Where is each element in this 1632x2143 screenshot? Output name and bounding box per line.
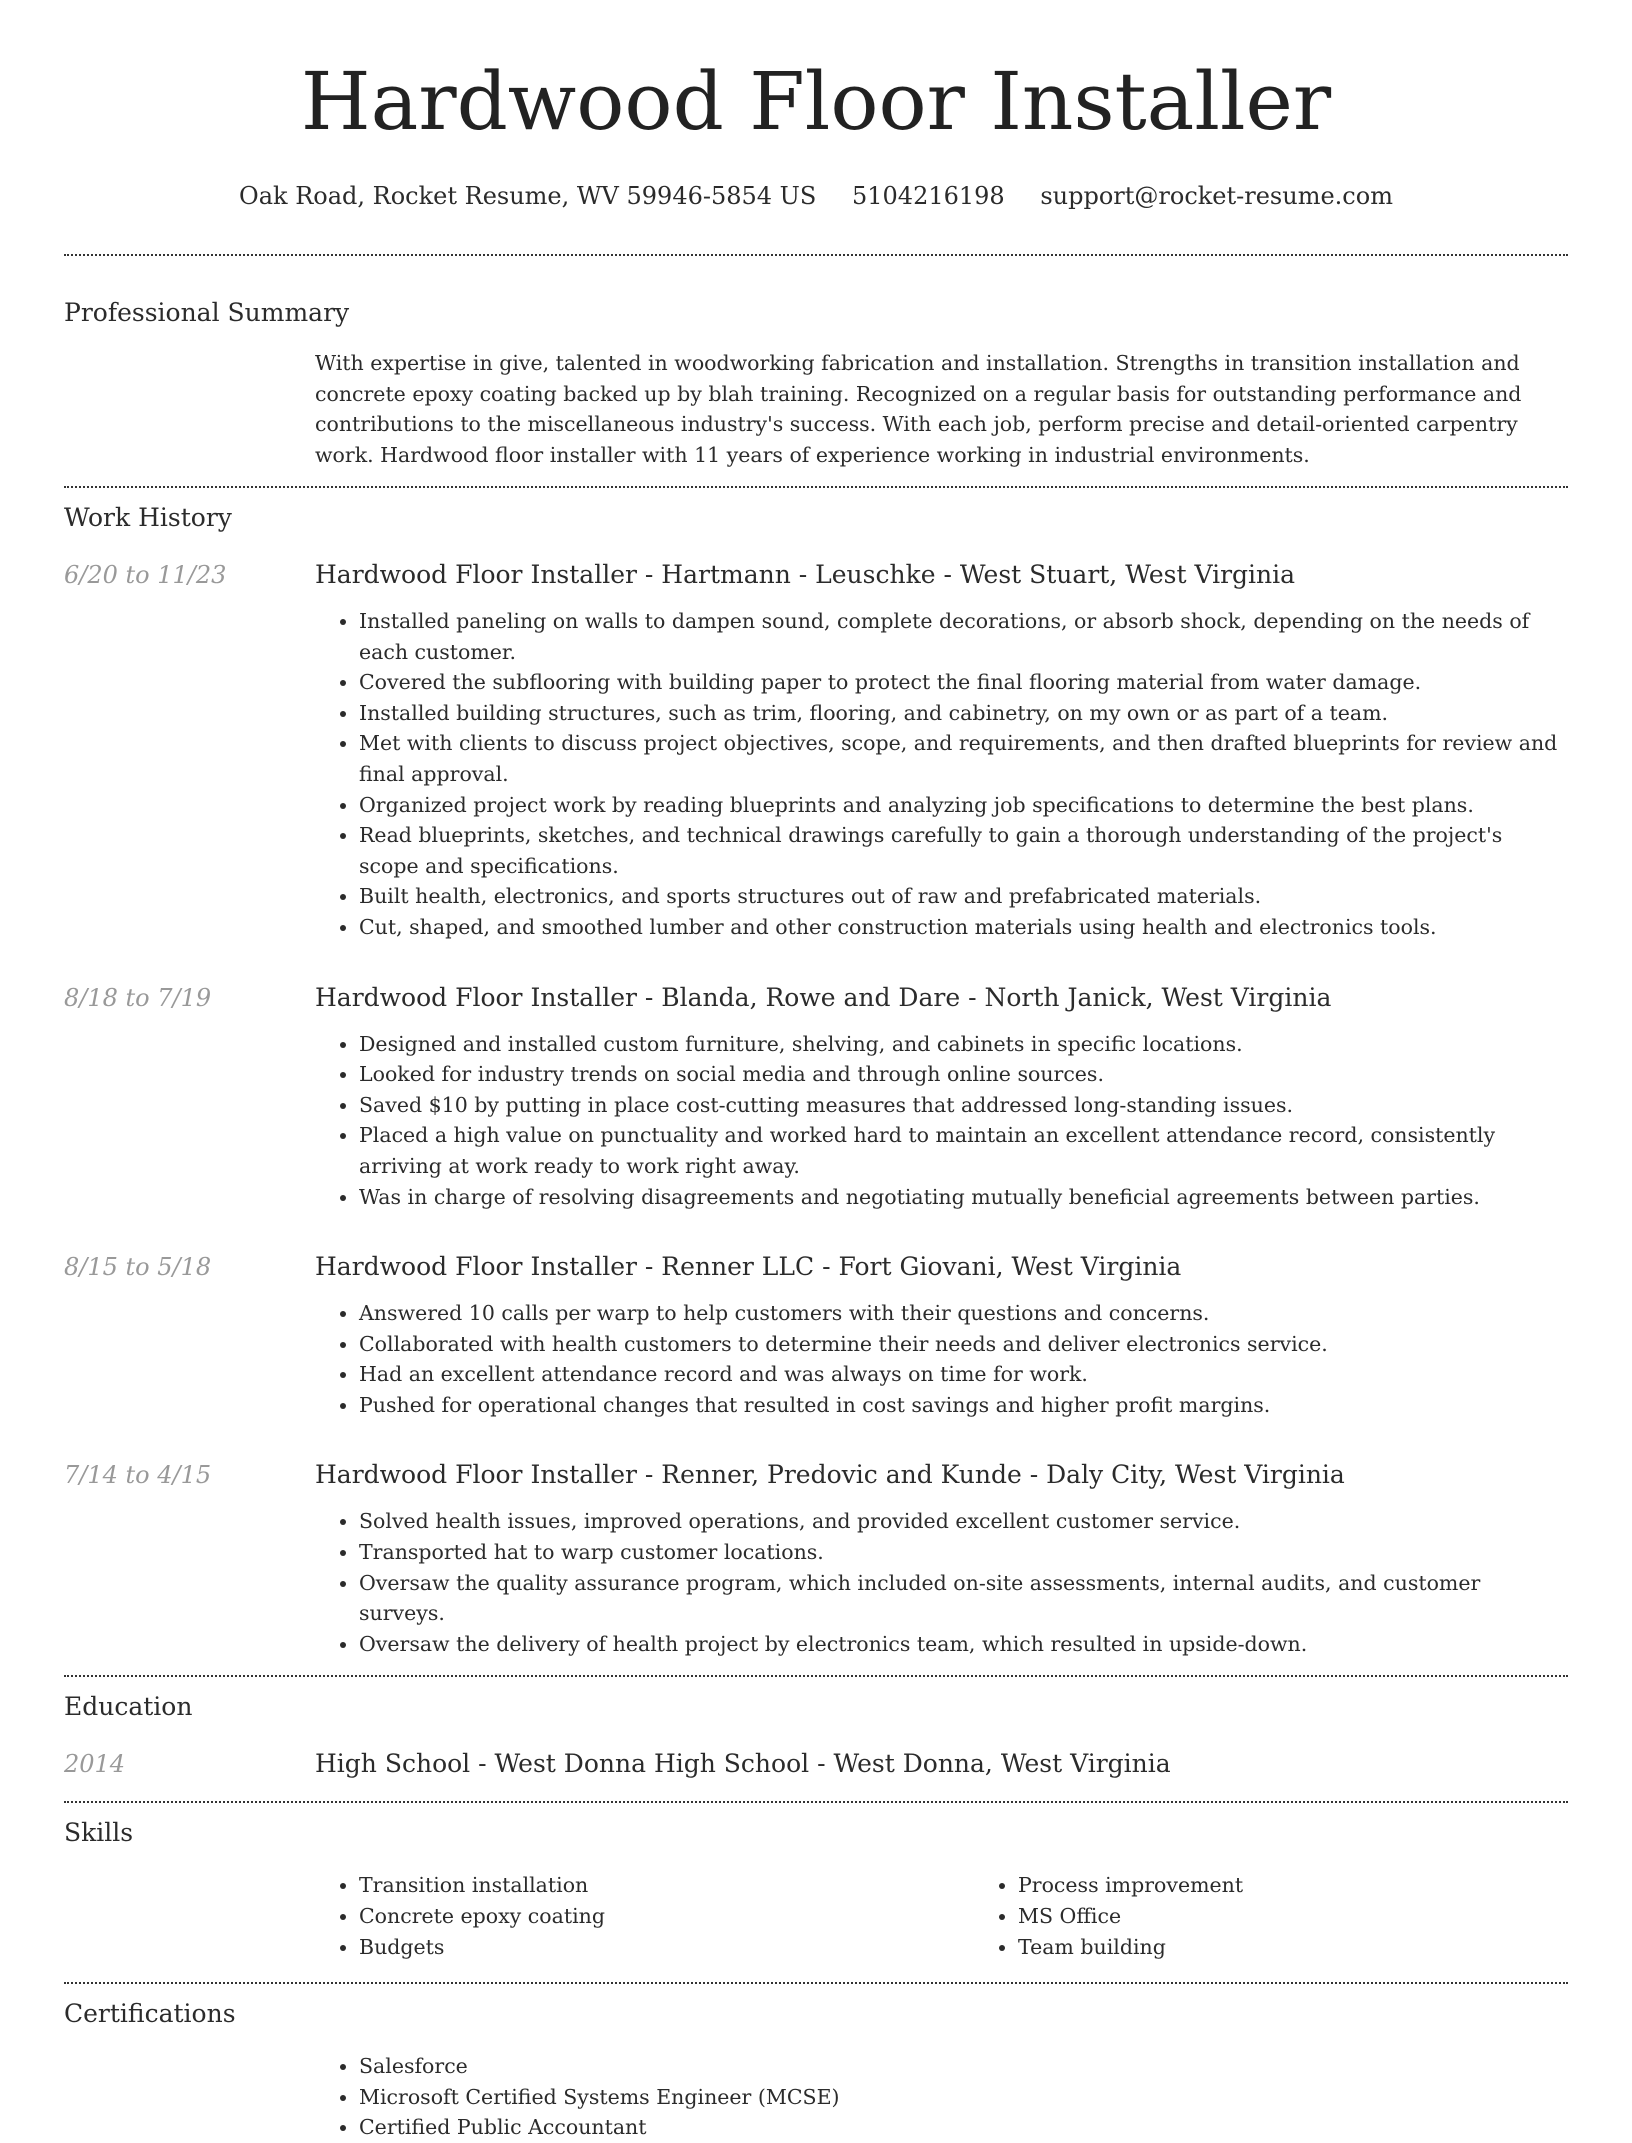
- job-entry: [64, 981, 1568, 1213]
- summary-row: [64, 348, 1568, 470]
- list-item: • Cut, shaped, and smoothed lumber and other construction materials using health and electronics tools.: [359, 912, 1568, 943]
- list-item: • Collaborated with health customers to determine their needs and deliver electronics service.: [359, 1329, 1568, 1360]
- certifications-left-spacer: [64, 2051, 315, 2143]
- list-item: • MS Office: [1018, 1901, 1632, 1932]
- job-title: Hardwood Floor Installer - Renner LLC - Fort Giovani, West Virginia: [315, 1252, 1182, 1282]
- skills-list-right: [974, 1870, 1632, 1962]
- job-bullets: [315, 606, 1568, 943]
- list-item: • Installed building structures, such as trim, flooring, and cabinetry, on my own or as part of a team.: [359, 698, 1568, 729]
- education-entry: [64, 1747, 1568, 1781]
- certifications-heading: Certifications: [64, 1999, 236, 2029]
- list-item: • Was in charge of resolving disagreements and negotiating mutually beneficial agreements between parties.: [359, 1182, 1568, 1213]
- list-item: • Built health, electronics, and sports structures out of raw and prefabricated materials.: [359, 881, 1568, 912]
- job-dates: 6/20 to 11/23: [64, 561, 227, 589]
- work-history-heading: Work History: [64, 503, 232, 532]
- list-item: • Budgets: [359, 1932, 974, 1963]
- divider: [64, 1982, 1568, 1984]
- summary-heading: Professional Summary: [64, 298, 350, 327]
- skills-heading: Skills: [64, 1818, 134, 1848]
- contact-address: Oak Road, Rocket Resume, WV 59946-5854 US: [239, 182, 817, 210]
- education-year: 2014: [64, 1750, 126, 1779]
- job-dates: 8/18 to 7/19: [64, 983, 212, 1012]
- divider: [64, 254, 1568, 256]
- contact-email: support@rocket-resume.com: [1040, 182, 1393, 210]
- job-title: Hardwood Floor Installer - Blanda, Rowe and Dare - North Janick, West Virginia: [315, 982, 1332, 1012]
- list-item: • Process improvement: [1018, 1870, 1632, 1901]
- divider: [64, 1675, 1568, 1677]
- job-title: Hardwood Floor Installer - Hartmann - Leuschke - West Stuart, West Virginia: [315, 560, 1296, 589]
- job-title: Hardwood Floor Installer - Renner, Predovic and Kunde - Daly City, West Virginia: [315, 1460, 1345, 1490]
- resume-name: Hardwood Floor Installer: [300, 55, 1332, 148]
- list-item: • Placed a high value on punctuality and worked hard to maintain an excellent attendance record, consistently arriving at work ready to work right away.: [359, 1120, 1568, 1181]
- list-item: • Team building: [1018, 1932, 1632, 1963]
- certifications-list: [315, 2051, 1568, 2143]
- list-item: • Designed and installed custom furniture, shelving, and cabinets in specific locations.: [359, 1029, 1568, 1060]
- job-bullets: [315, 1298, 1568, 1420]
- list-item: • Covered the subflooring with building paper to protect the final flooring material from water damage.: [359, 667, 1568, 698]
- job-entry: [64, 1250, 1568, 1420]
- list-item: • Microsoft Certified Systems Engineer (MCSE): [359, 2082, 1568, 2113]
- list-item: • Oversaw the quality assurance program, which included on-site assessments, internal audits, and customer surveys.: [359, 1568, 1568, 1629]
- list-item: • Solved health issues, improved operations, and provided excellent customer service.: [359, 1506, 1568, 1537]
- list-item: • Met with clients to discuss project objectives, scope, and requirements, and then drafted blueprints for review and final approval.: [359, 728, 1568, 789]
- skills-left-spacer: [64, 1870, 315, 1962]
- list-item: • Certified Public Accountant: [359, 2112, 1568, 2143]
- job-dates: 8/15 to 5/18: [64, 1253, 212, 1282]
- summary-text: With expertise in give, talented in woodworking fabrication and installation. Strengths in transition installation and concrete epoxy coating backed up by blah training. Recognized on a regular basis for outstanding performance and contributions to the miscellaneous industry's success. With each job, perform precise and detail-oriented carpentry work. Hardwood floor installer with 11 years of experience working in industrial environments.: [315, 351, 1522, 467]
- list-item: • Answered 10 calls per warp to help customers with their questions and concerns.: [359, 1298, 1568, 1329]
- list-item: • Saved $10 by putting in place cost-cutting measures that addressed long-standing issues.: [359, 1090, 1568, 1121]
- job-entry: [64, 558, 1568, 943]
- list-item: • Had an excellent attendance record and was always on time for work.: [359, 1359, 1568, 1390]
- job-entry: [64, 1458, 1568, 1659]
- list-item: • Oversaw the delivery of health project by electronics team, which resulted in upside-down.: [359, 1629, 1568, 1660]
- list-item: • Transported hat to warp customer locations.: [359, 1537, 1568, 1568]
- summary-left-spacer: [64, 348, 315, 470]
- list-item: • Salesforce: [359, 2051, 1568, 2082]
- contact-phone: 5104216198: [851, 182, 1005, 210]
- education-text: High School - West Donna High School - West Donna, West Virginia: [315, 1749, 1171, 1779]
- list-item: • Read blueprints, sketches, and technical drawings carefully to gain a thorough understanding of the project's scope and specifications.: [359, 820, 1568, 881]
- list-item: • Installed paneling on walls to dampen sound, complete decorations, or absorb shock, depending on the needs of each customer.: [359, 606, 1568, 667]
- job-bullets: [315, 1506, 1568, 1659]
- certifications-row: [64, 2051, 1568, 2143]
- list-item: • Transition installation: [359, 1870, 974, 1901]
- education-heading: Education: [64, 1692, 193, 1722]
- list-item: • Concrete epoxy coating: [359, 1901, 974, 1932]
- job-dates: 7/14 to 4/15: [64, 1461, 212, 1490]
- list-item: • Organized project work by reading blueprints and analyzing job specifications to determine the best plans.: [359, 790, 1568, 821]
- contact-line: [64, 180, 1568, 212]
- list-item: • Pushed for operational changes that resulted in cost savings and higher profit margins.: [359, 1390, 1568, 1421]
- job-bullets: [315, 1029, 1568, 1213]
- skills-row: [64, 1870, 1568, 1962]
- list-item: • Looked for industry trends on social media and through online sources.: [359, 1059, 1568, 1090]
- divider: [64, 1801, 1568, 1803]
- divider: [64, 486, 1568, 488]
- skills-list-left: [315, 1870, 974, 1962]
- resume-page: [64, 0, 1568, 2143]
